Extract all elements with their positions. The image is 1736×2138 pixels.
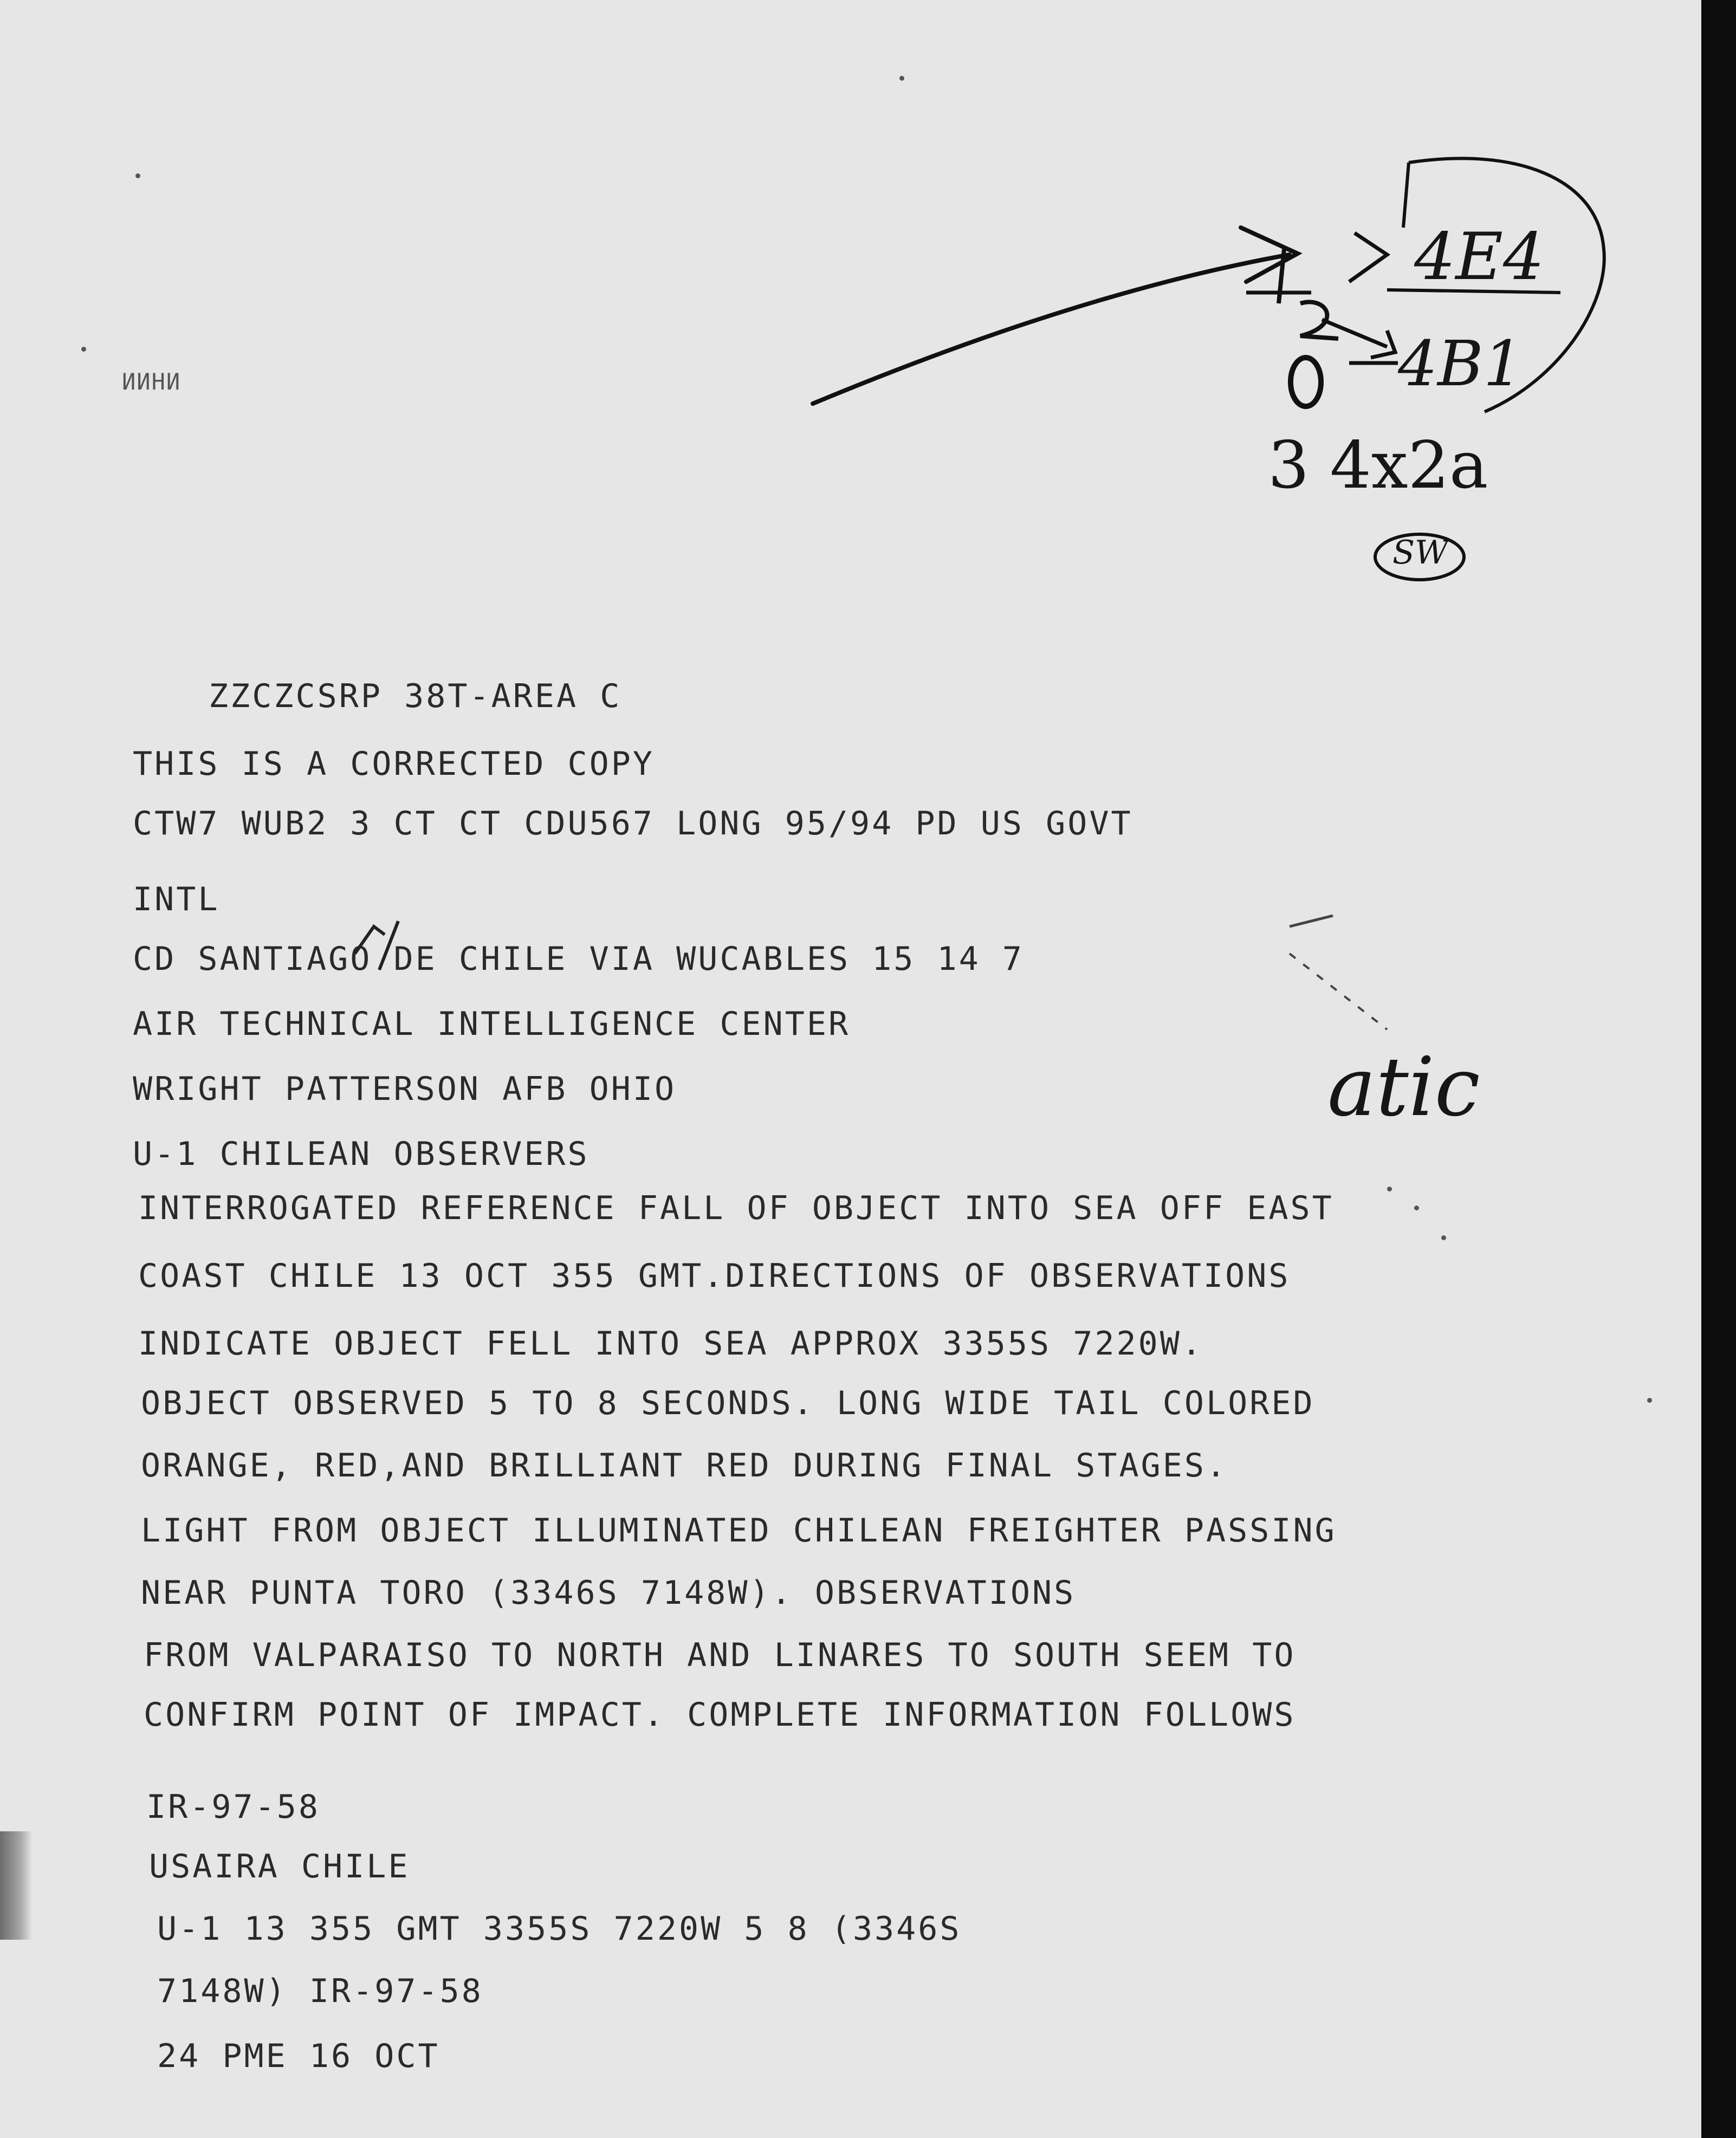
handwritten-code-4e4: 4E4 <box>1414 219 1545 295</box>
handwritten-code-4b1: 4B1 <box>1398 328 1523 400</box>
text-line: NEAR PUNTA TORO (3346S 7148W). OBSERVATIONS <box>141 1574 1076 1612</box>
text-line: FROM VALPARAISO TO NORTH AND LINARES TO SOUTH SEEM TO <box>144 1636 1296 1674</box>
text-line: U-1 13 355 GMT 3355S 7220W 5 8 (3346S <box>157 1910 962 1948</box>
text-line: WRIGHT PATTERSON AFB OHIO <box>133 1070 677 1108</box>
text-line: ORANGE, RED,AND BRILLIANT RED DURING FINAL STAGES. <box>141 1447 1228 1485</box>
text-line: AIR TECHNICAL INTELLIGENCE CENTER <box>133 1005 851 1043</box>
text-line: OBJECT OBSERVED 5 TO 8 SECONDS. LONG WIDE TAIL COLORED <box>141 1384 1315 1422</box>
text-line: COAST CHILE 13 OCT 355 GMT.DIRECTIONS OF OBSERVATIONS <box>138 1257 1291 1295</box>
handwritten-margin-note: atic <box>1327 1040 1480 1135</box>
text-line: INDICATE OBJECT FELL INTO SEA APPROX 3355S 7220W. <box>138 1325 1204 1363</box>
text-line: 24 PME 16 OCT <box>157 2037 440 2075</box>
handwritten-circled-initials: SW <box>1392 534 1448 572</box>
text-line: THIS IS A CORRECTED COPY <box>133 745 655 783</box>
text-line: U-1 CHILEAN OBSERVERS <box>133 1135 590 1173</box>
handwritten-code-34x2a: 3 4x2a <box>1268 428 1488 503</box>
text-line: IR-97-58 <box>146 1788 320 1826</box>
text-line: 7148W) IR-97-58 <box>157 1972 483 2010</box>
text-line: CONFIRM POINT OF IMPACT. COMPLETE INFORMATION FOLLOWS <box>144 1696 1296 1734</box>
text-line: CD SANTIAGO DE CHILE VIA WUCABLES 15 14 7 <box>133 940 1025 978</box>
text-line: INTERROGATED REFERENCE FALL OF OBJECT INTO SEA OFF EAST <box>138 1189 1334 1227</box>
routing-line: ZZCZCSRP 38T-AREA C <box>209 677 622 715</box>
film-border <box>1701 0 1736 2138</box>
film-edge-artifact <box>0 1831 33 1940</box>
text-line: USAIRA CHILE <box>149 1848 410 1886</box>
text-line: CTW7 WUB2 3 CT CT CDU567 LONG 95/94 PD US GOVT <box>133 805 1133 843</box>
text-line: INTL <box>133 880 220 918</box>
text-line: LIGHT FROM OBJECT ILLUMINATED CHILEAN FREIGHTER PASSING <box>141 1512 1337 1550</box>
header-mark: ИИНИ <box>122 368 182 395</box>
